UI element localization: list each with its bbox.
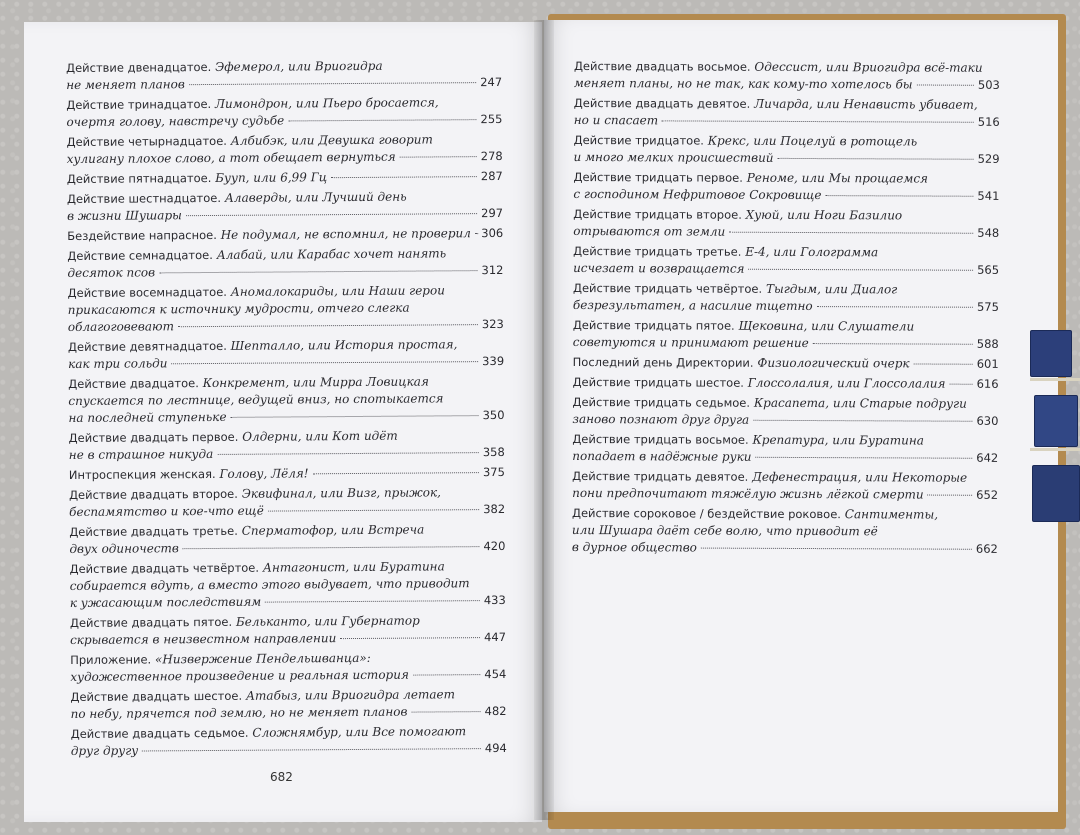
toc-entry-title: Действие двадцать первое. <box>68 429 239 445</box>
toc-page-number: 616 <box>976 376 999 391</box>
toc-page-number: 247 <box>480 74 503 90</box>
toc-entry <box>572 468 998 504</box>
toc-entry-line <box>574 132 1000 151</box>
toc-entry-subtitle: Эквифинал, или Визг, прыжок, <box>241 485 442 501</box>
toc-entry-line <box>70 629 506 649</box>
toc-entry-subtitle: меняет планы, но не так, как кому-то хотелось бы <box>573 75 913 92</box>
toc-entry-subtitle: Голову, Лёля! <box>219 466 309 481</box>
toc-entry-line <box>66 74 502 94</box>
toc-entry <box>574 58 1000 94</box>
toc-entry-subtitle: Сложнямбур, или Все помогают <box>252 724 467 740</box>
toc-entry <box>66 94 502 131</box>
leader-dots <box>217 452 479 455</box>
toc-entry-subtitle: Алабай, или Карабас хочет нанять <box>216 246 447 262</box>
leader-dots <box>662 120 974 122</box>
toc-entry-line <box>67 262 503 282</box>
toc-entry-subtitle: художественное произведение и реальная история <box>70 667 409 684</box>
toc-entry-subtitle: не в страшное никуда <box>68 446 214 462</box>
toc-page-number: 433 <box>483 592 506 608</box>
toc-entry-subtitle: пони предпочитают тяжёлую жизнь лёгкой смерти <box>572 485 924 502</box>
toc-entry-subtitle: собирается вдуть, а вместо этого выдувает, что приводит <box>69 576 470 593</box>
toc-entry-line <box>71 703 507 723</box>
toc-entry-title: Действие четырнадцатое. <box>66 133 227 149</box>
toc-entry <box>69 427 505 464</box>
toc-entry-subtitle: как три сольди <box>68 356 168 371</box>
toc-entry-subtitle: облагоговевают <box>67 319 175 334</box>
toc-entry-line <box>572 394 998 413</box>
toc-entry-line <box>574 95 1000 114</box>
toc-entry-title: Действие тридцать шестое. <box>572 374 744 390</box>
toc-entry-subtitle: спускается по лестнице, ведущей вниз, но спотыкается <box>68 391 444 408</box>
toc-entry-subtitle: Не подумал, не вспомнил, не проверил <box>220 226 471 242</box>
toc-entry-subtitle: к ужасающим последствиям <box>69 594 262 610</box>
toc-entry-title: Действие девятнадцатое. <box>67 338 227 354</box>
toc-entry-subtitle: и много мелких происшествий <box>573 149 774 165</box>
leader-dots <box>171 361 478 364</box>
toc-entry-line <box>69 444 505 464</box>
toc-entry-title: Действие тридцать пятое. <box>572 317 735 333</box>
toc-entry-line <box>573 374 999 393</box>
leader-dots <box>817 306 973 308</box>
toc-entry-subtitle: Личарда, или Ненависть убивает, <box>754 96 978 112</box>
leader-dots <box>778 158 974 160</box>
toc-entry-title: Действие семнадцатое. <box>67 247 213 263</box>
leader-dots <box>189 82 476 85</box>
toc-page-number: 339 <box>482 353 505 369</box>
toc-entry-line <box>574 58 1000 77</box>
bookmark-stripe <box>1030 448 1080 451</box>
leader-dots <box>917 84 974 85</box>
toc-entry-title: Интроспекция женская. <box>68 466 216 482</box>
toc-entry-subtitle: Атабыз, или Вриогидра летает <box>245 687 456 703</box>
toc-entry <box>70 612 506 649</box>
toc-page-number: 588 <box>976 336 999 351</box>
toc-entry-subtitle: исчезает и возвращается <box>573 260 745 276</box>
toc-entry-subtitle: Крепатура, или Буратина <box>752 432 924 448</box>
toc-entry-line <box>572 522 998 541</box>
toc-entry-title: Действие двадцать шестое. <box>70 688 243 704</box>
bookmark-tab <box>1034 395 1078 447</box>
toc-entry-subtitle: хулигану плохое слово, а тот обещает вернуться <box>66 149 396 166</box>
toc-right <box>572 58 1000 561</box>
toc-page-number: 312 <box>481 262 504 278</box>
bookmark-stripe <box>1030 378 1080 381</box>
toc-entry-line <box>573 317 999 336</box>
toc-page-number: 454 <box>484 666 507 682</box>
toc-page-number: 255 <box>480 111 503 127</box>
leader-dots <box>755 457 972 459</box>
toc-entry-title: Действие пятнадцатое. <box>66 170 212 186</box>
toc-entry-subtitle: Олдерни, или Кот идёт <box>242 428 398 444</box>
toc-entry <box>574 95 1000 131</box>
toc-entry-subtitle: на последней ступеньке <box>68 409 227 425</box>
toc-entry-line <box>68 407 504 427</box>
toc-entry <box>574 132 1000 168</box>
toc-entry-title: Действие двадцать третье. <box>69 523 238 539</box>
toc-page-number: 382 <box>483 501 506 517</box>
toc-entry-title: Приложение. <box>70 652 152 667</box>
toc-page-number: 278 <box>480 148 503 164</box>
toc-entry <box>573 280 999 316</box>
toc-page-number: 447 <box>484 629 507 645</box>
toc-entry-title: Действие тридцать третье. <box>573 243 742 259</box>
toc-entry-subtitle: Крекс, или Поцелуй в ротощель <box>707 133 918 149</box>
toc-entry-subtitle: Бельканто, или Губернатор <box>235 613 420 629</box>
toc-entry-subtitle: Эфемерол, или Вриогидра <box>215 58 383 74</box>
toc-entry <box>70 649 506 686</box>
toc-page-number: 297 <box>481 205 504 221</box>
toc-entry-subtitle: десяток псов <box>67 265 156 280</box>
toc-entry-subtitle: советуются и принимают решение <box>572 334 809 351</box>
toc-entry <box>67 225 503 245</box>
toc-entry-subtitle: Одессист, или Вриогидра всё-таки <box>754 59 983 75</box>
toc-page-number: 420 <box>483 538 506 554</box>
toc-entry-subtitle: заново познают друг друга <box>572 411 750 427</box>
toc-entry-line <box>573 334 999 353</box>
leader-dots <box>142 748 481 751</box>
toc-entry-line <box>573 260 999 279</box>
toc-entry-subtitle: Дефенестрация, или Некоторые <box>752 469 968 485</box>
toc-page-number: 306 <box>481 225 504 241</box>
leader-dots <box>159 270 477 273</box>
leader-dots <box>729 232 973 234</box>
toc-entry-subtitle: Аномалокариды, или Наши герои <box>230 283 445 299</box>
leader-dots <box>268 509 479 511</box>
toc-entry-line <box>67 168 503 188</box>
toc-entry-subtitle: Шепталло, или История простая, <box>230 337 458 353</box>
toc-entry-subtitle: попадает в надёжные руки <box>572 448 752 464</box>
leader-dots <box>288 119 476 121</box>
toc-page-number: 350 <box>482 407 505 423</box>
toc-entry-line <box>573 186 999 205</box>
toc-entry <box>573 169 999 205</box>
toc-entry-title: Действие двадцать восьмое. <box>573 58 751 74</box>
toc-entry-subtitle: Албибэк, или Девушка говорит <box>230 132 433 148</box>
toc-entry-line <box>572 431 998 450</box>
toc-entry-subtitle: друг другу <box>70 743 139 758</box>
toc-page-number: 494 <box>484 740 507 756</box>
toc-entry-line <box>71 723 507 743</box>
toc-entry-line <box>573 169 999 188</box>
leader-dots <box>186 213 477 216</box>
toc-entry-subtitle: или Шушара даёт себе волю, что приводит её <box>571 522 878 539</box>
toc-entry <box>573 317 999 353</box>
toc-page-number: 287 <box>480 168 503 184</box>
toc-entry-title: Действие двадцать пятое. <box>69 614 233 630</box>
toc-entry-subtitle: прикасаются к источнику мудрости, отчего слегка <box>67 300 410 317</box>
toc-page-number: 541 <box>977 188 1000 203</box>
toc-entry-subtitle: Красапета, или Старые подруги <box>753 395 967 411</box>
toc-entry <box>68 282 504 336</box>
leader-dots <box>914 363 973 364</box>
toc-entry-title: Бездействие напрасное. <box>67 227 217 243</box>
toc-entry-line <box>572 468 998 487</box>
toc-entry-subtitle: в дурное общество <box>571 539 697 555</box>
toc-page-number: 503 <box>977 77 1000 92</box>
toc-entry-title: Действие двадцатое. <box>68 376 199 391</box>
toc-entry <box>68 336 504 373</box>
toc-entry-line <box>574 149 1000 168</box>
toc-entry-line <box>68 390 504 410</box>
toc-entry <box>68 373 504 427</box>
toc-entry-title: Действие сороковое / бездействие роковое. <box>571 505 841 522</box>
toc-entry-title: Действие тридцать седьмое. <box>572 394 751 410</box>
toc-entry-subtitle: Щековина, или Слушатели <box>738 318 915 334</box>
toc-page-number: 323 <box>481 316 504 332</box>
leader-dots <box>753 420 972 422</box>
toc-entry-title: Действие восемнадцатое. <box>67 284 227 300</box>
toc-entry-line <box>69 464 505 484</box>
toc-entry-subtitle: не меняет планов <box>66 77 185 92</box>
toc-entry-title: Действие двадцать четвёртое. <box>69 560 260 576</box>
toc-entry-title: Действие тридцатое. <box>573 132 704 148</box>
toc-entry <box>70 686 506 723</box>
leader-dots <box>411 711 480 712</box>
toc-entry-subtitle: но и спасает <box>573 112 659 128</box>
toc-entry <box>71 723 507 760</box>
toc-entry <box>573 374 999 393</box>
toc-entry-title: Действие тридцать четвёртое. <box>572 280 763 296</box>
toc-entry <box>572 505 998 558</box>
toc-entry-subtitle: по небу, прячется под землю, но не меняет планов <box>70 704 408 721</box>
toc-entry-line <box>66 111 502 131</box>
toc-entry <box>573 206 999 242</box>
toc-page-number: 662 <box>975 541 998 556</box>
bookmark-tab <box>1030 330 1072 377</box>
toc-entry-line <box>572 505 998 524</box>
toc-entry-line <box>573 297 999 316</box>
toc-entry-line <box>66 94 502 114</box>
leader-dots <box>340 637 480 639</box>
toc-entry-line <box>69 538 505 558</box>
leader-dots <box>313 472 479 474</box>
page-number: 682 <box>270 770 293 784</box>
toc-entry-subtitle: безрезультатен, а насилие тщетно <box>572 297 813 314</box>
toc-entry-line <box>572 411 998 430</box>
toc-entry <box>69 558 505 612</box>
leader-dots <box>183 546 480 549</box>
toc-entry-line <box>71 740 507 760</box>
toc-page-number: 601 <box>976 356 999 371</box>
toc-entry-title: Действие тридцать второе. <box>573 206 742 222</box>
toc-entry-title: Действие тридцать первое. <box>573 169 743 185</box>
toc-entry <box>69 484 505 521</box>
toc-entry-line <box>573 354 999 373</box>
toc-page-number: 375 <box>482 464 505 480</box>
toc-entry-line <box>70 592 506 612</box>
toc-entry-line <box>70 666 506 686</box>
leader-dots <box>265 600 480 602</box>
toc-entry-subtitle: «Низвержение Пендельшванца»: <box>154 650 371 667</box>
bookmark-tab <box>1032 465 1080 522</box>
toc-entry-line <box>68 282 504 302</box>
toc-entry <box>67 188 503 225</box>
toc-entry-subtitle: Антагонист, или Буратина <box>262 559 445 575</box>
toc-entry-subtitle: очертя голову, навстречу судьбе <box>66 113 285 129</box>
toc-entry-line <box>572 485 998 504</box>
toc-entry-line <box>69 484 505 504</box>
toc-entry-subtitle: в жизни Шушары <box>67 208 182 223</box>
toc-entry-subtitle: Алаверды, или Лучший день <box>224 189 407 205</box>
toc-page-number: 565 <box>977 262 1000 277</box>
toc-entry-subtitle: скрывается в неизвестном направлении <box>70 631 337 647</box>
toc-entry-line <box>68 316 504 336</box>
toc-left <box>66 57 507 763</box>
toc-entry <box>69 464 505 484</box>
toc-entry-line <box>572 448 998 467</box>
toc-entry-title: Действие двенадцатое. <box>66 59 212 75</box>
toc-page-number: 642 <box>976 450 999 465</box>
toc-entry <box>67 168 503 188</box>
toc-entry-subtitle: беспамятство и кое-что ещё <box>69 503 264 519</box>
toc-entry-line <box>573 243 999 262</box>
book-gutter <box>534 20 554 820</box>
toc-page-number: 548 <box>977 225 1000 240</box>
toc-entry-subtitle: Хуюй, или Ноги Базилио <box>745 207 903 223</box>
toc-entry-subtitle: Сперматофор, или Встреча <box>241 522 425 538</box>
toc-entry-subtitle: Сантименты, <box>844 507 939 522</box>
toc-entry-title: Действие тридцать девятое. <box>572 468 749 484</box>
toc-page-number: 482 <box>484 703 507 719</box>
leader-dots <box>178 324 478 327</box>
toc-entry <box>573 243 999 279</box>
toc-entry <box>66 57 502 94</box>
toc-entry-line <box>574 75 1000 94</box>
leader-dots <box>813 343 973 345</box>
toc-entry-subtitle: с господином Нефритовое Сокровище <box>573 186 822 203</box>
toc-page-number: 575 <box>976 299 999 314</box>
toc-entry-subtitle: Тыгдым, или Диалог <box>765 281 898 297</box>
toc-entry-line <box>573 223 999 242</box>
toc-entry-subtitle: Конкремент, или Мирра Ловицкая <box>202 374 429 391</box>
toc-entry-line <box>68 336 504 356</box>
toc-entry-line <box>68 353 504 373</box>
toc-entry-line <box>67 245 503 265</box>
toc-page-number: 630 <box>976 413 999 428</box>
toc-entry-line <box>70 575 506 595</box>
toc-page-number: 652 <box>976 487 999 502</box>
toc-page-number: 516 <box>977 114 1000 129</box>
leader-dots <box>331 176 477 178</box>
leader-dots <box>949 384 972 385</box>
leader-dots <box>826 195 974 197</box>
toc-entry-subtitle: Е-4, или Голограмма <box>745 244 879 260</box>
toc-entry-subtitle: Физиологический очерк <box>757 355 910 371</box>
toc-entry-line <box>572 539 998 558</box>
toc-entry-title: Действие тринадцатое. <box>66 96 212 112</box>
toc-entry-title: Действие двадцать седьмое. <box>70 725 249 741</box>
toc-entry-subtitle: отрываются от земли <box>573 223 726 239</box>
leader-dots <box>413 674 480 675</box>
leader-dots <box>928 495 973 496</box>
leader-dots <box>749 269 974 271</box>
toc-entry-subtitle: Реноме, или Мы прощаемся <box>746 170 929 186</box>
toc-entry-subtitle: двух одиночеств <box>69 541 179 556</box>
toc-entry-line <box>69 501 505 521</box>
toc-entry-line <box>573 206 999 225</box>
toc-entry-title: Действие шестнадцатое. <box>66 190 222 206</box>
toc-entry-subtitle: Лимондрон, или Пьеро бросается, <box>214 95 439 111</box>
leader-dots <box>231 415 479 418</box>
toc-entry-line <box>70 686 506 706</box>
toc-page-number: 529 <box>977 151 1000 166</box>
leader-dots <box>400 156 477 158</box>
toc-entry <box>572 431 998 467</box>
toc-entry <box>572 394 998 430</box>
toc-entry-subtitle: Бууп, или 6,99 Гц <box>215 170 328 185</box>
toc-entry-line <box>67 205 503 225</box>
toc-entry <box>67 131 503 168</box>
toc-entry <box>69 521 505 558</box>
toc-entry-subtitle: Глоссолалия, или Глоссолалия <box>747 375 946 391</box>
toc-entry-title: Последний день Директории. <box>572 354 754 370</box>
toc-entry <box>573 354 999 373</box>
toc-entry-line <box>67 148 503 168</box>
toc-entry <box>67 245 503 282</box>
leader-dots <box>475 233 477 234</box>
toc-entry-line <box>573 280 999 299</box>
toc-page-number: 358 <box>482 444 505 460</box>
toc-entry-title: Действие тридцать восьмое. <box>572 431 749 447</box>
toc-entry-title: Действие двадцать девятое. <box>573 95 751 111</box>
toc-entry-line <box>574 112 1000 131</box>
toc-entry-line <box>67 225 503 245</box>
toc-entry-title: Действие двадцать второе. <box>68 486 238 502</box>
leader-dots <box>701 548 972 550</box>
